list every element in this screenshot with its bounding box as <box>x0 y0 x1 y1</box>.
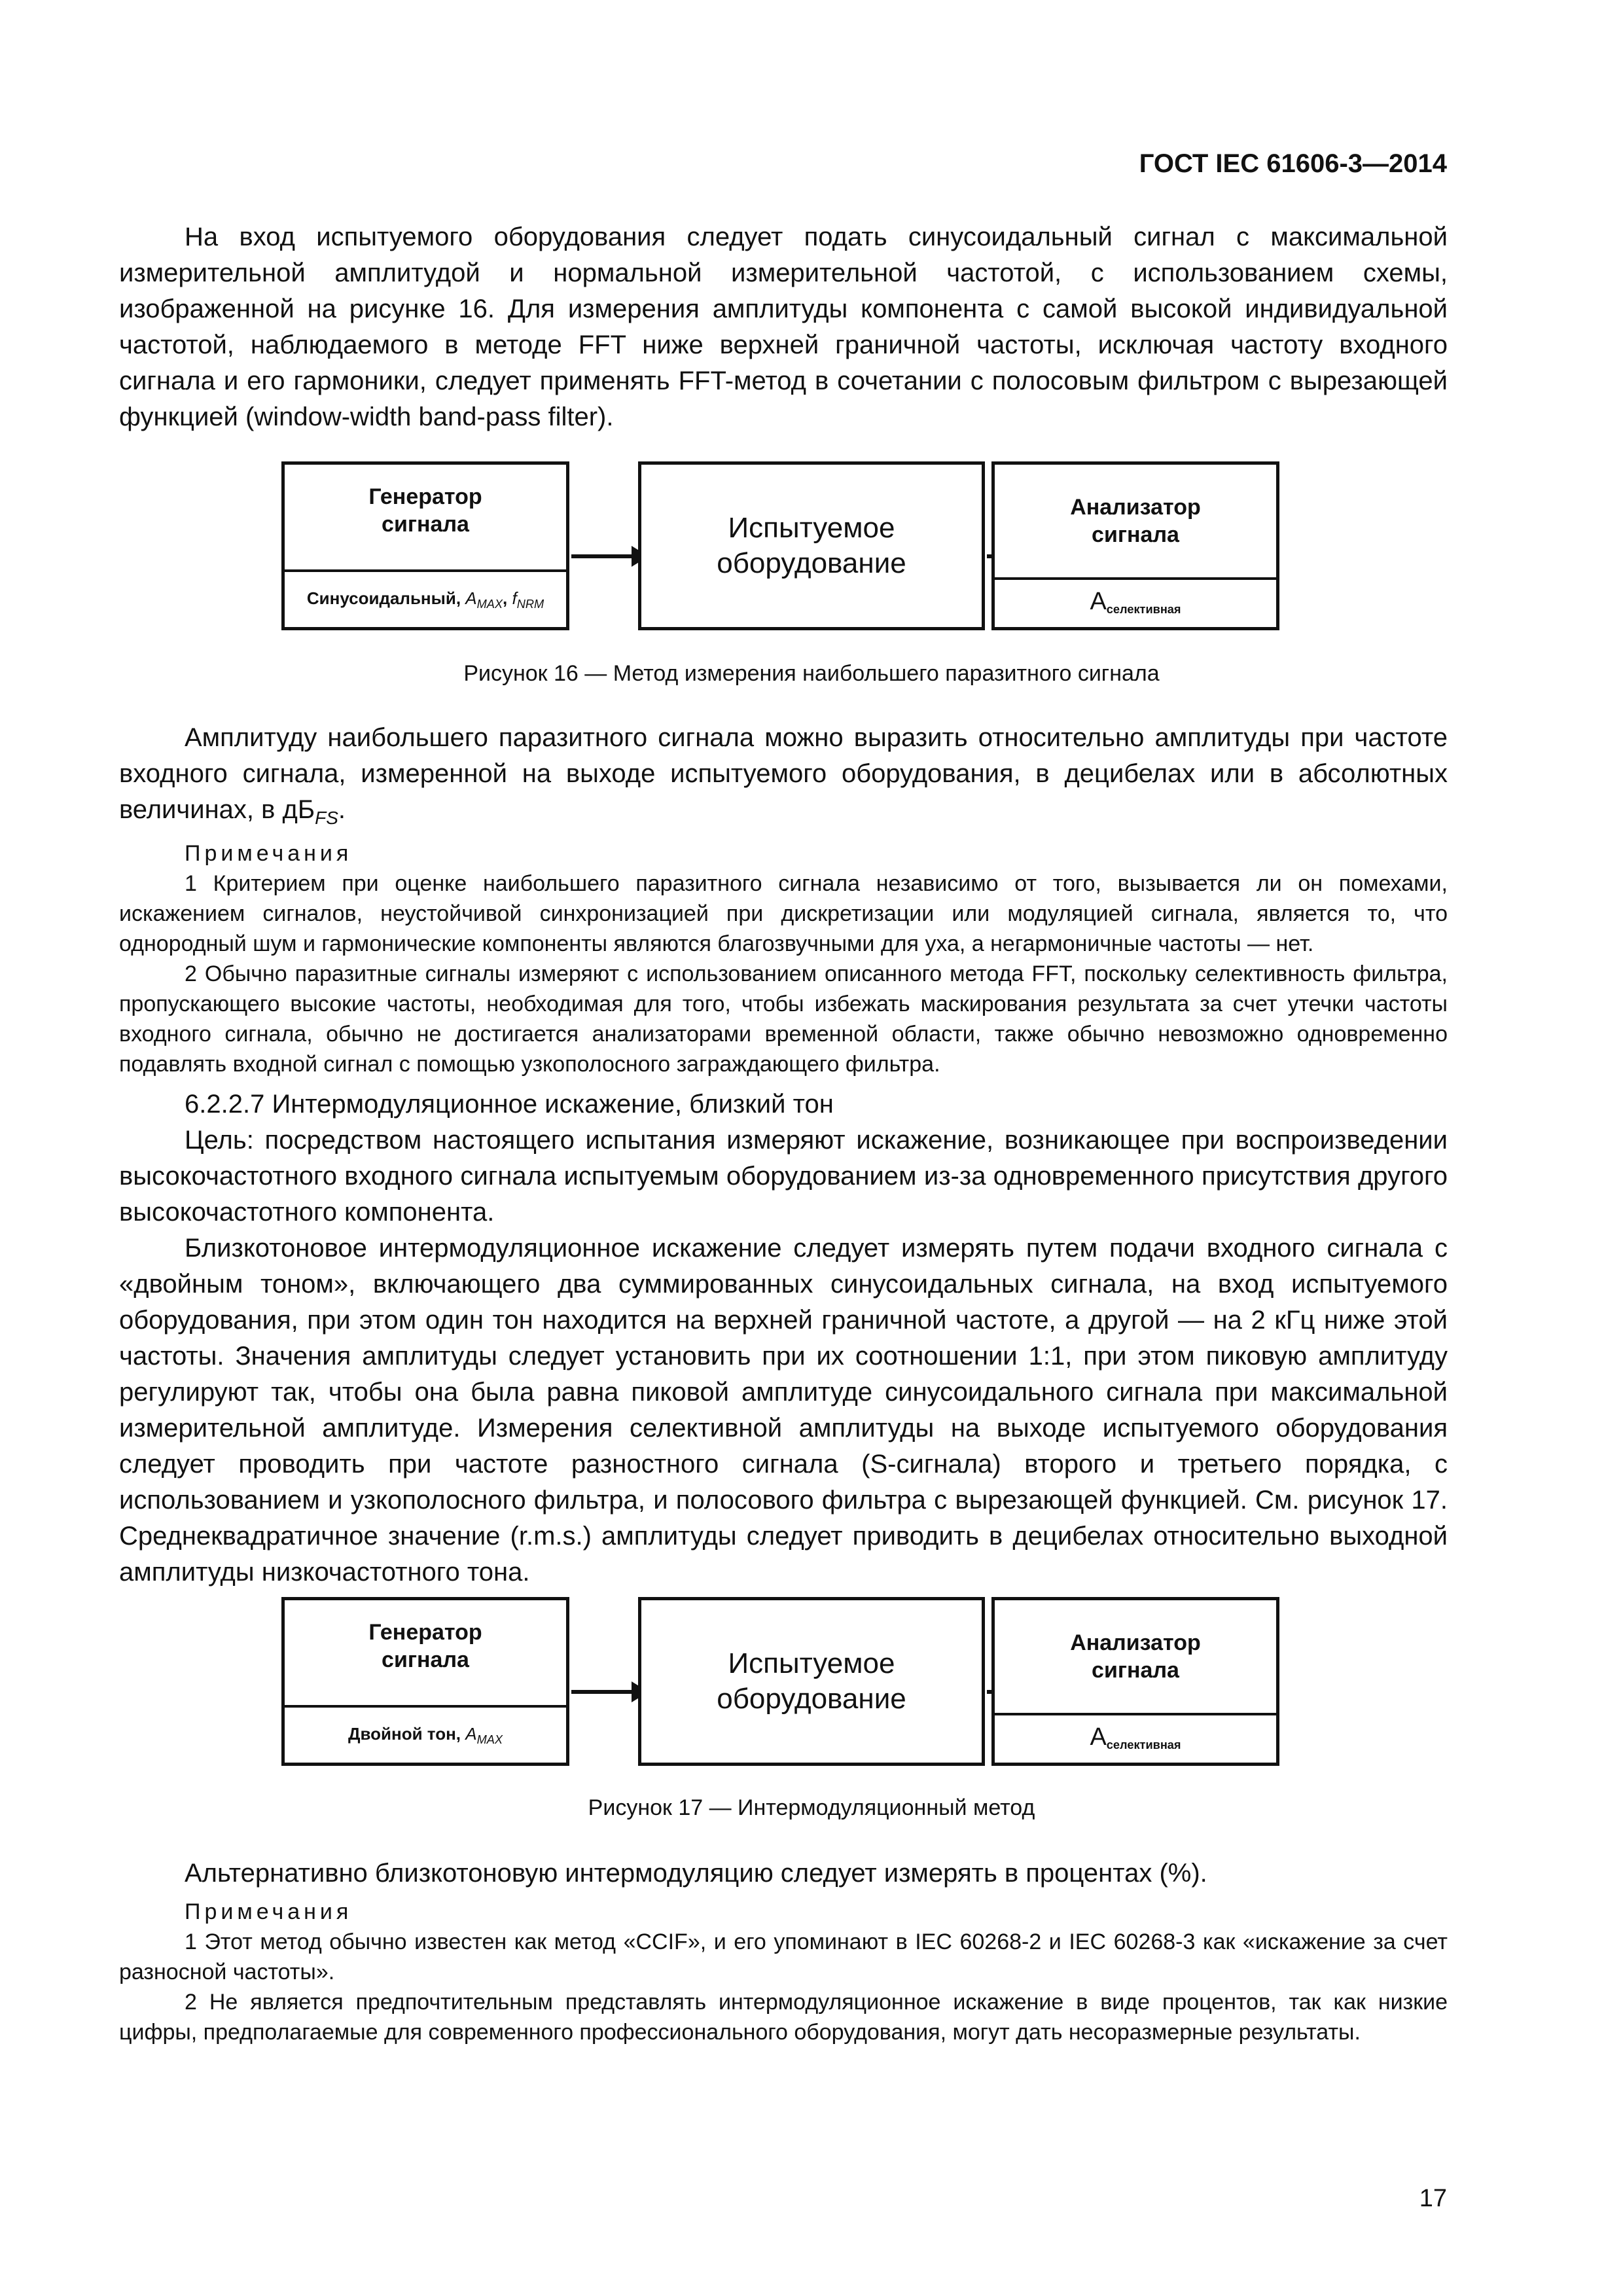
figure-16-caption: Рисунок 16 — Метод измерения наибольшего паразитного сигнала <box>463 661 1160 686</box>
generator-title-line2: сигнала <box>382 1647 469 1672</box>
separator: , <box>503 588 512 608</box>
note-2: 2 Обычно паразитные сигналы измеряют с использованием описанного метода FFT, поскольку селективность фильтра, пропускающего высокие частоты, необходимая для того, чтобы избежать маскирования результата за счет утечки частоты входного сигнала, обычно не достигается анализаторами временной области, также обычно невозможно одновременно подавлять входной сигнал с помощью узкополосного заграждающего фильтра. <box>119 961 1448 1077</box>
analyzer-title-line2: сигнала <box>1092 1658 1179 1683</box>
generator-box <box>281 461 569 630</box>
dut-label-line1: Испытуемое <box>728 1647 895 1679</box>
analyzer-title <box>995 1600 1276 1684</box>
a-subscript: MAX <box>476 598 503 611</box>
a-subscript: MAX <box>476 1733 503 1747</box>
dut-label <box>641 465 982 627</box>
dut-box <box>638 1597 985 1766</box>
intro-block <box>119 219 1448 435</box>
note-1: 1 Критерием при оценке наибольшего паразитного сигнала независимо от того, вызывается ли он помехами, искажением сигналов, неустойчивой синхронизацией при дискретизации или модуляцией сигнала, является то, что однородный шум и гармонические компоненты являются благозвучными для уха, а негармоничные частоты — нет. <box>119 871 1448 956</box>
arrow-right-icon <box>571 1690 634 1694</box>
spur-paragraph <box>119 720 1448 836</box>
figure-16 <box>0 461 1623 632</box>
a-letter: A <box>465 588 477 608</box>
notes-heading: Примечания <box>185 1899 353 1924</box>
generator-signal-spec <box>285 569 566 627</box>
a-subscript: селективная <box>1106 1738 1181 1752</box>
generator-signal-type: Двойной тон, <box>348 1724 466 1744</box>
page-number: 17 <box>1419 2185 1447 2212</box>
a-subscript: селективная <box>1106 603 1181 617</box>
generator-signal-type: Синусоидальный, <box>306 588 466 608</box>
generator-title-line1: Генератор <box>368 1620 482 1645</box>
analyzer-box <box>991 1597 1279 1766</box>
amax-symbol <box>465 588 503 611</box>
a-letter: A <box>1090 1723 1107 1751</box>
analyzer-title-line1: Анализатор <box>1070 1630 1201 1655</box>
generator-box <box>281 1597 569 1766</box>
section-block <box>119 1086 1448 1590</box>
dut-label-line1: Испытуемое <box>728 512 895 544</box>
a-letter: A <box>1090 588 1107 615</box>
notes-heading: Примечания <box>185 841 353 866</box>
generator-title <box>285 465 566 538</box>
analyzer-title-line1: Анализатор <box>1070 495 1201 520</box>
analyzer-title <box>995 465 1276 548</box>
f-subscript: NRM <box>516 598 544 611</box>
dut-label <box>641 1600 982 1763</box>
arrow-right-icon <box>571 554 634 558</box>
section-goal: Цель: посредством настоящего испытания измеряют искажение, возникающее при воспроизведении высокочастотного входного сигнала испытуемым оборудованием из-за одновременного присутствия другого высокочастотного компонента. <box>119 1126 1448 1227</box>
dut-label-line2: оборудование <box>717 547 906 579</box>
figure-17 <box>0 1597 1623 1767</box>
dut-box <box>638 461 985 630</box>
fs-subscript: FS <box>315 808 338 828</box>
section-heading: 6.2.2.7 Интермодуляционное искажение, близкий тон <box>185 1090 834 1119</box>
amax-symbol <box>465 1724 503 1747</box>
note-2: 2 Не является предпочтительным представлять интермодуляционное искажение в виде процентов, так как низкие цифры, предполагаемые для современного профессионального оборудования, могут дать несоразмерные результаты. <box>119 1990 1448 2045</box>
analyzer-output-spec <box>995 1712 1276 1763</box>
a-letter: A <box>465 1724 477 1744</box>
intro-paragraph: На вход испытуемого оборудования следует подать синусоидальный сигнал с максимальной измерительной амплитудой и нормальной измерительной частотой, с использованием схемы, изображенной на рисунке 16. Для измерения амплитуды компонента с самой высокой индивидуальной частотой, наблюдаемого в методе FFT ниже верхней граничной частоты, исключая частоту входного сигнала и его гармоники, следует применять FFT-метод в сочетании с полосовым фильтром с вырезающей функцией (window-width band-pass filter). <box>119 223 1448 431</box>
dut-label-line2: оборудование <box>717 1683 906 1715</box>
spur-paragraph-text: Амплитуду наибольшего паразитного сигнала можно выразить относительно амплитуды при частоте входного сигнала, измеренной на выходе испытуемого оборудования, в децибелах или в абсолютных величинах, в дБ <box>119 723 1448 824</box>
closing-paragraph: Альтернативно близкотоновую интермодуляцию следует измерять в процентах (%). <box>185 1859 1207 1888</box>
f-letter: f <box>512 588 517 608</box>
section-body: Близкотоновое интермодуляционное искажение следует измерять путем подачи входного сигнала с «двойным тоном», включающего два суммированных синусоидальных сигнала, на вход испытуемого оборудования, при этом один тон находится на верхней граничной частоте, а другой — на 2 кГц ниже этой частоты. Значения амплитуды следует установить при их соотношении 1:1, при этом пиковую амплитуду регулируют так, чтобы она была равна пиковой амплитуде синусоидального сигнала при максимальной измерительной амплитуде. Измерения селективной амплитуды на выходе испытуемого оборудования следует проводить при частоте разностного сигнала (S-сигнала) второго и третьего порядка, с использованием и узкополосного фильтра, и полосового фильтра с вырезающей функцией. См. рисунок 17. Среднеквадратичное значение (r.m.s.) амплитуды следует приводить в децибелах относительно выходной амплитуды низкочастотного тона. <box>119 1234 1448 1587</box>
figure-17-caption: Рисунок 17 — Интермодуляционный метод <box>588 1795 1035 1820</box>
analyzer-title-line2: сигнала <box>1092 522 1179 547</box>
note-1: 1 Этот метод обычно известен как метод «CCIF», и его упоминают в IEC 60268-2 и IEC 60268-3 как «искажение за счет разносной частоты». <box>119 1929 1448 1984</box>
standard-header: ГОСТ IEC 61606-3—2014 <box>1139 149 1447 178</box>
spur-block <box>119 720 1448 1079</box>
generator-title-line2: сигнала <box>382 512 469 537</box>
generator-title-line1: Генератор <box>368 484 482 509</box>
fnrm-symbol <box>512 588 544 611</box>
generator-title <box>285 1600 566 1674</box>
generator-signal-spec <box>285 1705 566 1763</box>
closing-block <box>119 1856 1448 2047</box>
spur-paragraph-end: . <box>338 795 346 824</box>
analyzer-output-spec <box>995 576 1276 627</box>
analyzer-box <box>991 461 1279 630</box>
